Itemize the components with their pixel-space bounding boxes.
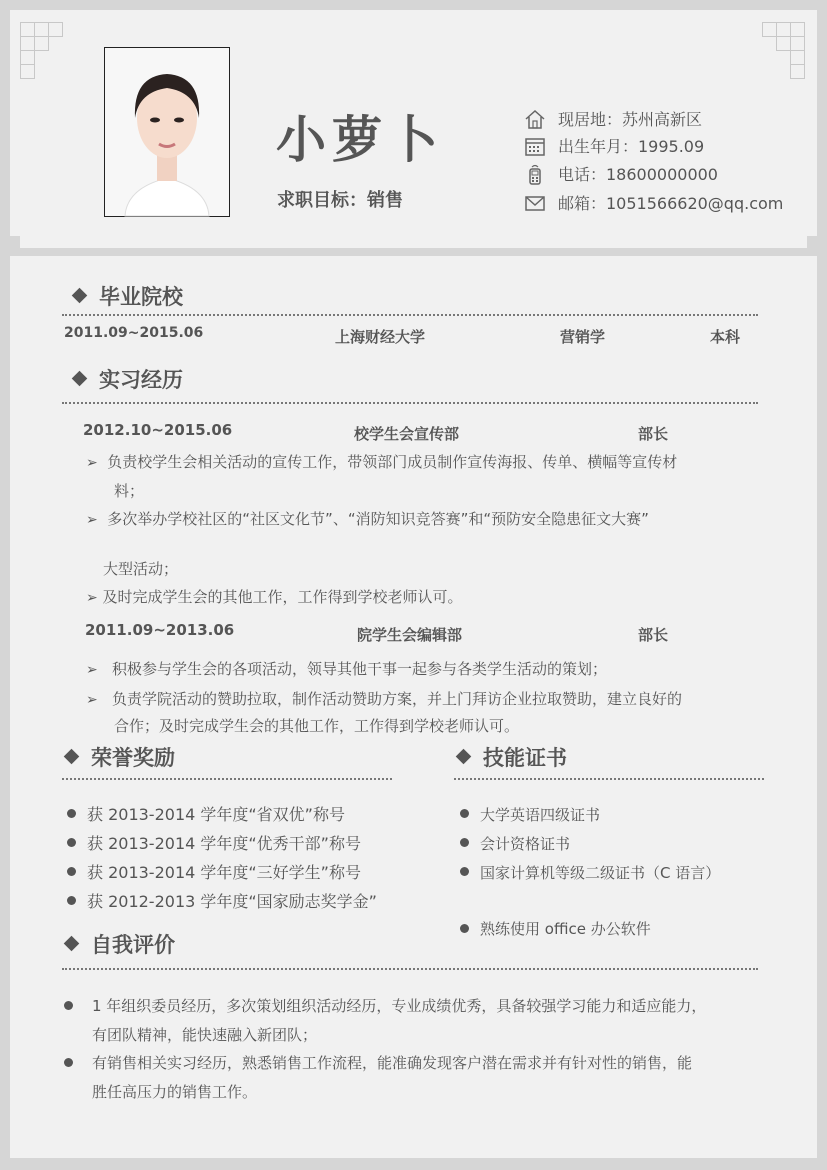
job-1-period: 2012.10~2015.06 xyxy=(83,421,233,439)
bullet-icon xyxy=(64,1001,73,1010)
bullet-icon xyxy=(460,838,469,847)
job-objective: 求职目标：销售 xyxy=(277,190,403,211)
divider xyxy=(62,778,392,780)
list-item: ➢ 负责校学生会相关活动的宣传工作，带领部门成员制作宣传海报、传单、横幅等宣传材 xyxy=(86,453,678,471)
list-item-cont: 大型活动； xyxy=(103,560,179,578)
diamond-icon xyxy=(456,749,472,765)
education-major: 营销学 xyxy=(560,328,606,346)
section-internship-title: 实习经历 xyxy=(70,364,183,394)
bullet-icon xyxy=(460,867,469,876)
divider xyxy=(454,778,764,780)
job-1-role: 部长 xyxy=(638,425,669,443)
diamond-icon xyxy=(64,936,80,952)
section-self-eval-title: 自我评价 xyxy=(62,929,175,959)
honor-item: 获 2013-2014 学年度“省双优”称号 xyxy=(87,805,345,824)
arrow-icon: ➢ xyxy=(86,662,98,678)
list-item: ➢ 负责学院活动的赞助拉取，制作活动赞助方案，并上门拜访企业拉取赞助，建立良好的 xyxy=(86,690,683,708)
section-honors-title: 荣誉奖励 xyxy=(62,742,175,772)
bullet-icon xyxy=(67,867,76,876)
divider xyxy=(62,968,758,970)
arrow-icon: ➢ xyxy=(86,512,98,528)
list-item: ➢ 及时完成学生会的其他工作，工作得到学校老师认可。 xyxy=(86,588,463,606)
section-skills-title: 技能证书 xyxy=(454,742,567,772)
self-eval-item-cont: 有团队精神，能快速融入新团队； xyxy=(92,1026,318,1044)
self-eval-item: 1 年组织委员经历，多次策划组织活动经历，专业成绩优秀，具备较强学习能力和适应能力， xyxy=(92,997,707,1015)
job-2-org: 院学生会编辑部 xyxy=(357,626,463,644)
job-2-role: 部长 xyxy=(638,626,669,644)
skill-item: 会计资格证书 xyxy=(480,835,571,853)
job-2-period: 2011.09~2013.06 xyxy=(85,621,235,639)
bullet-icon xyxy=(67,896,76,905)
list-item-cont: 料； xyxy=(114,482,145,500)
list-item: ➢ 积极参与学生会的各项活动，领导其他干事一起参与各类学生活动的策划； xyxy=(86,660,608,678)
section-education-title: 毕业院校 xyxy=(70,281,183,311)
arrow-icon: ➢ xyxy=(86,455,98,471)
bullet-icon xyxy=(67,809,76,818)
skill-item: 国家计算机等级二级证书（C 语言） xyxy=(480,864,721,882)
honor-item: 获 2013-2014 学年度“优秀干部”称号 xyxy=(87,834,361,853)
education-degree: 本科 xyxy=(710,328,741,346)
self-eval-item-cont: 胜任高压力的销售工作。 xyxy=(92,1083,258,1101)
education-school: 上海财经大学 xyxy=(335,328,426,346)
honor-item: 获 2013-2014 学年度“三好学生”称号 xyxy=(87,863,361,882)
arrow-icon: ➢ xyxy=(86,590,98,606)
diamond-icon xyxy=(64,749,80,765)
candidate-name: 小萝卜 xyxy=(276,111,444,169)
bullet-icon xyxy=(64,1058,73,1067)
bullet-icon xyxy=(67,838,76,847)
self-eval-item: 有销售相关实习经历，熟悉销售工作流程，能准确发现客户潜在需求并有针对性的销售，能 xyxy=(92,1054,693,1072)
education-period: 2011.09~2015.06 xyxy=(64,325,204,341)
skill-item: 大学英语四级证书 xyxy=(480,806,601,824)
list-item-cont: 合作；及时完成学生会的其他工作，工作得到学校老师认可。 xyxy=(114,717,520,735)
arrow-icon: ➢ xyxy=(86,692,98,708)
honor-item: 获 2012-2013 学年度“国家励志奖学金” xyxy=(87,892,377,911)
bullet-icon xyxy=(460,809,469,818)
job-1-org: 校学生会宣传部 xyxy=(354,425,460,443)
skill-item: 熟练使用 office 办公软件 xyxy=(480,920,651,938)
list-item: ➢ 多次举办学校社区的“社区文化节”、“消防知识竞答赛”和“预防安全隐患征文大赛” xyxy=(86,510,649,528)
bullet-icon xyxy=(460,924,469,933)
